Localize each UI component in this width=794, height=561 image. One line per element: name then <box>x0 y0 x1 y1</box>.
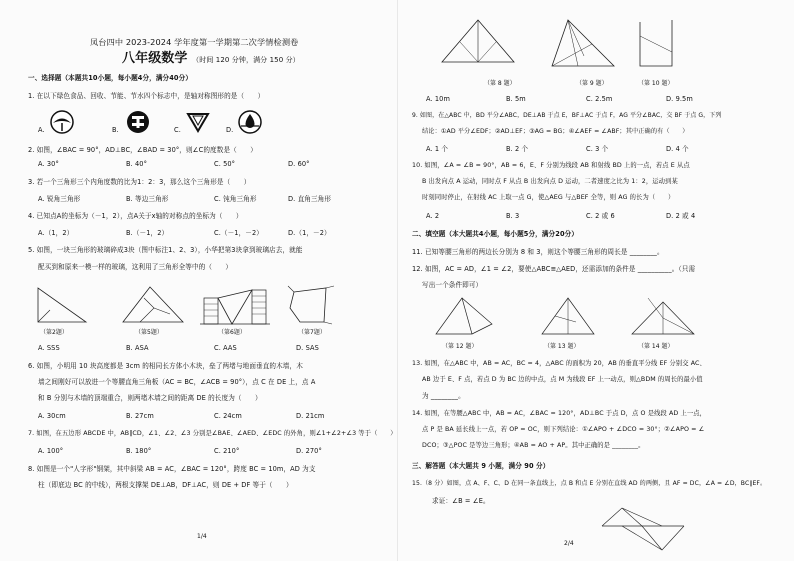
q5-option-a: A. SSS <box>38 344 60 352</box>
question-6-line-2: 墙之间刚好可以放进一个等腰直角三角板（AC = BC，∠ACB = 90°），点 C 在 DE 上，点 A <box>38 378 316 386</box>
question-3: 3. 若一个三角形三个内角度数的比为1：2：3，那么这个三角形是（ ） <box>28 178 251 186</box>
q3-option-d: D. 直角三角形 <box>288 195 332 203</box>
question-14-line-1: 14. 如图，在等腰△ABC 中，AB = AC，∠BAC = 120°，AD⊥BC 于点 D，点 O 是线段 AD 上一点， <box>412 410 707 417</box>
q9-option-b: B. 2 个 <box>506 145 529 153</box>
q3-option-c: C. 钝角三角形 <box>214 195 257 203</box>
q2-option-b: B. 40° <box>126 160 148 168</box>
exam-info: （时间 120 分钟，满分 150 分） <box>192 56 300 64</box>
q1-option-c: C. <box>174 126 181 134</box>
q4-option-b: B.（－1，2） <box>126 229 169 237</box>
question-10-line-2: B 出发向点 A 运动，同时点 F 从点 B 出发向点 D 运动，二者速度之比为 1：2，运动到某 <box>422 178 678 185</box>
q6-option-c: C. 24cm <box>214 412 242 420</box>
subject-heading <box>122 51 300 68</box>
question-5-line-1: 5. 如图，一块三角形的玻璃碎成3块（图中标注1、2、3），小华把第3块拿到玻璃店去，就能 <box>28 246 303 254</box>
caption-q9: （第 9 题） <box>576 80 608 87</box>
exam-page-2 <box>397 0 794 561</box>
figure-q9-triangle <box>548 16 618 72</box>
q8-option-d: D. 9.5m <box>666 95 693 103</box>
q10-option-a: A. 2 <box>426 212 440 220</box>
caption-q8: （第 8 题） <box>484 80 516 87</box>
caption-q12: （第 12 题） <box>442 343 478 350</box>
question-2: 2. 如图，∠BAC = 90°，AD⊥BC，∠BAD = 30°，则∠C的度数是（ ） <box>28 146 257 154</box>
figure-q12 <box>432 294 496 338</box>
energy-saving-logo-icon <box>186 110 210 134</box>
question-10-line-1: 10. 如图，∠A = ∠B = 90°，AB = 6，E、F 分别为线段 AB 和射线 BD 上的一点，若点 E 从点 <box>412 162 690 169</box>
figure-q8-steel-frame <box>438 16 518 68</box>
question-1: 1. 在以下绿色食品、回收、节能、节水四个标志中，是轴对称图形的是（ ） <box>28 92 265 100</box>
green-food-logo-icon <box>50 110 74 134</box>
figure-q15 <box>598 504 688 554</box>
q8-option-b: B. 5m <box>506 95 526 103</box>
question-13-line-3: 为 ________。 <box>422 392 465 400</box>
page-number-1: 1/4 <box>197 533 207 540</box>
q5-option-c: C. AAS <box>214 344 237 352</box>
question-14-line-3: DCO；③△POC 是等边三角形；④AB = AO + AP。其中正确的是 ________。 <box>422 442 645 449</box>
q4-option-c: C.（－1，－2） <box>214 229 263 237</box>
question-5-line-2: 配买到和原来一模一样的玻璃，这利用了三角形全等中的（ ） <box>38 263 233 271</box>
q7-option-b: B. 180° <box>126 447 152 455</box>
caption-q10: （第 10 题） <box>638 80 674 87</box>
figure-q13 <box>538 294 598 338</box>
q10-option-d: D. 2 或 4 <box>666 212 696 220</box>
q4-option-d: D.（1，－2） <box>288 229 331 237</box>
question-8-line-2: 柱（即底边 BC 的中线），两根支撑架 DE⊥AB，DF⊥AC，则 DE + DF 等于（ ） <box>38 481 293 489</box>
question-6-line-3: 和 B 分别与木墙的顶端重合，则两堵木墙之间的距离 DE 的长度为（ ） <box>38 394 262 402</box>
recycle-logo-icon <box>126 110 150 134</box>
question-12-line-1: 12. 如图，AC = AD，∠1 = ∠2，要使△ABC≌△AED，还需添加的条件是 __________。（只需 <box>412 265 696 273</box>
q2-option-c: C. 50° <box>214 160 236 168</box>
q2-option-a: A. 30° <box>38 160 59 168</box>
q8-option-a: A. 10m <box>426 95 450 103</box>
question-7: 7. 如图，在五边形 ABCDE 中，AB∥CD，∠1、∠2、∠3 分别是∠BAE、∠AED、∠EDC 的外角，则∠1+∠2+∠3 等于（ ） <box>28 430 397 437</box>
question-13-line-2: AB 边于 E、F 点，若点 D 为 BC 边的中点，点 M 为线段 EF 上一动点，则△BDM 的周长的最小值 <box>422 376 703 383</box>
caption-q14: （第 14 题） <box>638 343 674 350</box>
question-15-line-1: 15.（8 分）如图，点 A、F、C、D 在同一条直线上，点 B 和点 E 分别在直线 AD 的两侧，且 AF = DC，∠A = ∠D，BC∥EF。 <box>412 480 767 487</box>
q9-option-a: A. 1 个 <box>426 145 449 153</box>
q10-option-b: B. 3 <box>506 212 520 220</box>
question-15-line-2: 求证：∠B = ∠E。 <box>432 497 490 505</box>
q2-option-d: D. 60° <box>288 160 310 168</box>
figure-q5-broken-glass <box>120 284 186 326</box>
question-11: 11. 已知等腰三角形的两边长分别为 8 和 3，则这个等腰三角形的周长是 ________。 <box>412 248 664 256</box>
caption-q13: （第 13 题） <box>544 343 580 350</box>
q5-option-d: D. SAS <box>296 344 319 352</box>
question-9-line-1: 9. 如图，在△ABC 中，BD 平分∠ABC，DE⊥AB 于点 E，BF⊥AC 于点 F，AG 平分∠BAC，交 BF 于点 G，下列 <box>412 112 722 119</box>
figure-q2-triangle <box>30 284 90 326</box>
q4-option-a: A.（1，2） <box>38 229 74 237</box>
question-6-line-1: 6. 如图，小明用 10 块高度都是 3cm 的相同长方体小木块，垒了两堵与地面垂直的木墙，木 <box>28 362 303 370</box>
figure-q6-wooden-walls <box>200 284 270 326</box>
q9-option-d: D. 4 个 <box>666 145 689 153</box>
q1-option-a: A. <box>38 126 45 134</box>
q9-option-c: C. 3 个 <box>586 145 609 153</box>
q1-option-b: B. <box>112 126 119 134</box>
caption-q6: （第6题） <box>218 329 246 336</box>
question-14-line-2: 点 P 是 BA 延长线上一点，若 OP = OC，则下列结论：①∠APO + ∠DCO = 30°；②∠APO = ∠ <box>422 426 705 433</box>
q5-option-b: B. ASA <box>126 344 149 352</box>
q7-option-a: A. 100° <box>38 447 64 455</box>
q6-option-d: D. 21cm <box>296 412 325 420</box>
subject-title: 八年级数学 <box>122 51 188 66</box>
question-4: 4. 已知点A的坐标为（－1，2），点A关于x轴的对称点的坐标为（ ） <box>28 212 243 220</box>
section-3-header: 三、解答题（本大题共 9 小题，满分 90 分） <box>412 462 550 470</box>
q3-option-b: B. 等边三角形 <box>126 195 169 203</box>
q10-option-c: C. 2 或 6 <box>586 212 615 220</box>
section-2-header: 二、填空题（本大题共4小题，每小题5分，满分20分） <box>412 230 579 238</box>
figure-q7-pentagon <box>286 284 338 326</box>
page-number-2: 2/4 <box>564 540 574 547</box>
water-saving-logo-icon <box>238 110 262 134</box>
exam-title: 凤台四中 2023-2024 学年度第一学期第二次学情检测卷 <box>90 37 299 47</box>
q7-option-d: D. 270° <box>296 447 322 455</box>
q3-option-a: A. 锐角三角形 <box>38 195 81 203</box>
question-13-line-1: 13. 如图，在△ABC 中，AB = AC，BC = 4，△ABC 的面积为 20，AB 的垂直平分线 EF 分别交 AC、 <box>412 360 706 367</box>
section-1-header: 一、选择题（本题共10小题，每小题4分，满分40分） <box>28 74 193 82</box>
q6-option-b: B. 27cm <box>126 412 154 420</box>
question-8-line-1: 8. 如图是一个"人字形"钢架，其中斜梁 AB = AC，∠BAC = 120°，跨度 BC = 10m，AD 为支 <box>28 465 316 473</box>
question-10-line-3: 时刻同时停止，在射线 AC 上取一点 G，使△AEG 与△BEF 全等，则 AG 的长为（ ） <box>422 194 675 201</box>
question-9-line-2: 结论：①AD 平分∠EDF；②AD⊥EF；③AG = BG；④∠AEF = ∠ABF；其中正确的有（ ） <box>422 128 689 135</box>
figure-q14 <box>628 294 698 338</box>
caption-q7: （第7题） <box>298 329 326 336</box>
q8-option-c: C. 2.5m <box>586 95 613 103</box>
figure-q10-right-angles <box>632 16 682 72</box>
question-12-line-2: 写出一个条件即可） <box>422 281 483 289</box>
q7-option-c: C. 210° <box>214 447 240 455</box>
q1-option-d: D. <box>226 126 234 134</box>
caption-q5: （第5题） <box>135 329 163 336</box>
q6-option-a: A. 30cm <box>38 412 66 420</box>
caption-q2: （第2题） <box>40 329 68 336</box>
